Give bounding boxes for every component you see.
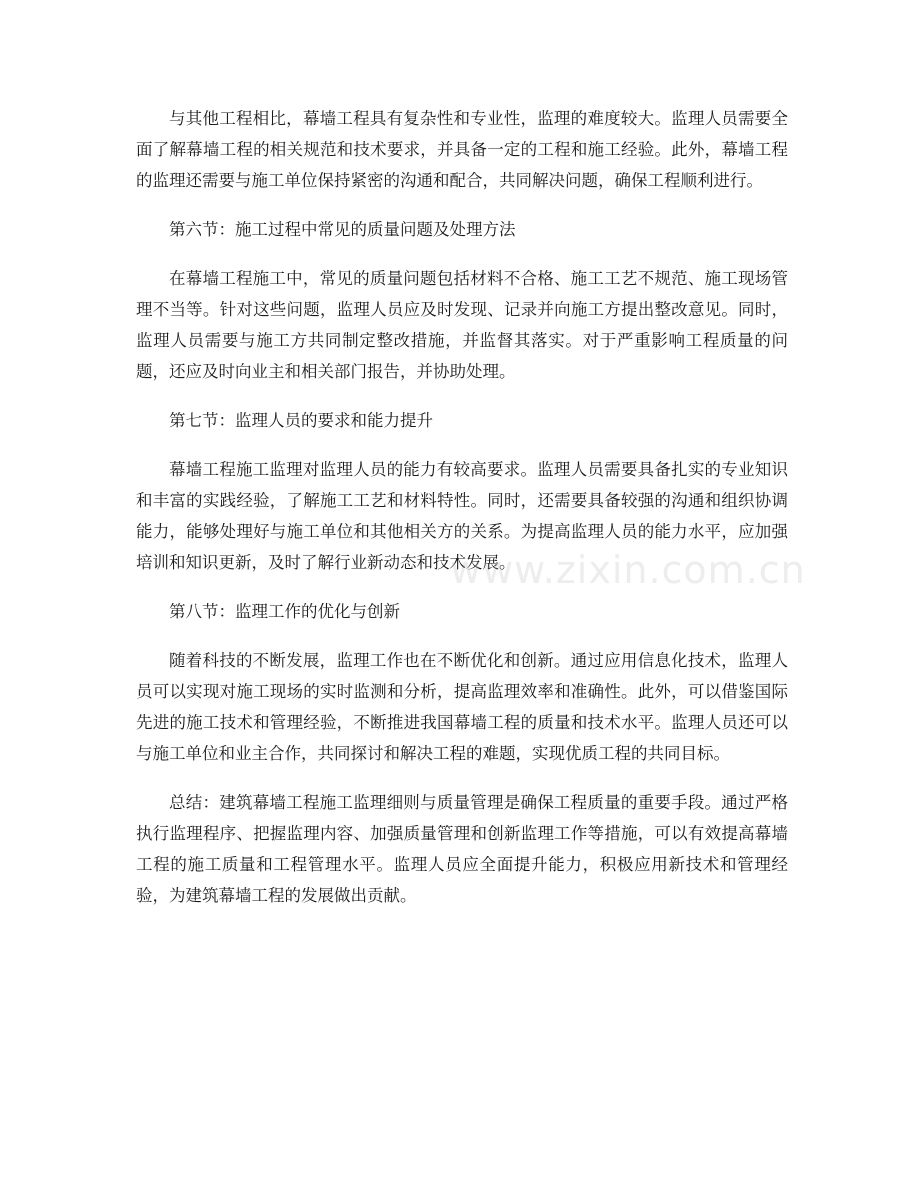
document-body — [136, 103, 788, 929]
section-heading-7: 第七节：监理人员的要求和能力提升 — [169, 411, 433, 430]
paragraph-section-6: 在幕墙工程施工中，常见的质量问题包括材料不合格、施工工艺不规范、施工现场管理不当等。针对这些问题，监理人员应及时发现、记录并向施工方提出整改意见。同时，监理人员需要与施工方共同制定整改措施，并监督其落实。对于严重影响工程质量的问题，还应及时向业主和相关部门报告，并协助处理。 — [136, 269, 788, 381]
paragraph-intro: 与其他工程相比，幕墙工程具有复杂性和专业性，监理的难度较大。监理人员需要全面了解幕墙工程的相关规范和技术要求，并具备一定的工程和施工经验。此外，幕墙工程的监理还需要与施工单位保持紧密的沟通和配合，共同解决问题，确保工程顺利进行。 — [136, 109, 788, 190]
section-heading-6: 第六节：施工过程中常见的质量问题及处理方法 — [169, 220, 516, 239]
watermark: www.zixin.com.cn — [450, 548, 806, 592]
paragraph-section-8: 随着科技的不断发展，监理工作也在不断优化和创新。通过应用信息化技术，监理人员可以实现对施工现场的实时监测和分析，提高监理效率和准确性。此外，可以借鉴国际先进的施工技术和管理经验，不断推进我国幕墙工程的质量和技术水平。监理人员还可以与施工单位和业主合作，共同探讨和解决工程的难题，实现优质工程的共同目标。 — [136, 651, 788, 763]
paragraph-section-7: 幕墙工程施工监理对监理人员的能力有较高要求。监理人员需要具备扎实的专业知识和丰富的实践经验，了解施工工艺和材料特性。同时，还需要具备较强的沟通和组织协调能力，能够处理好与施工单位和其他相关方的关系。为提高监理人员的能力水平，应加强培训和知识更新，及时了解行业新动态和技术发展。 — [136, 460, 788, 572]
section-heading-8: 第八节：监理工作的优化与创新 — [169, 602, 400, 621]
paragraph-summary: 总结：建筑幕墙工程施工监理细则与质量管理是确保工程质量的重要手段。通过严格执行监理程序、把握监理内容、加强质量管理和创新监理工作等措施，可以有效提高幕墙工程的施工质量和工程管理水平。监理人员应全面提升能力，积极应用新技术和管理经验，为建筑幕墙工程的发展做出贡献。 — [136, 793, 788, 905]
